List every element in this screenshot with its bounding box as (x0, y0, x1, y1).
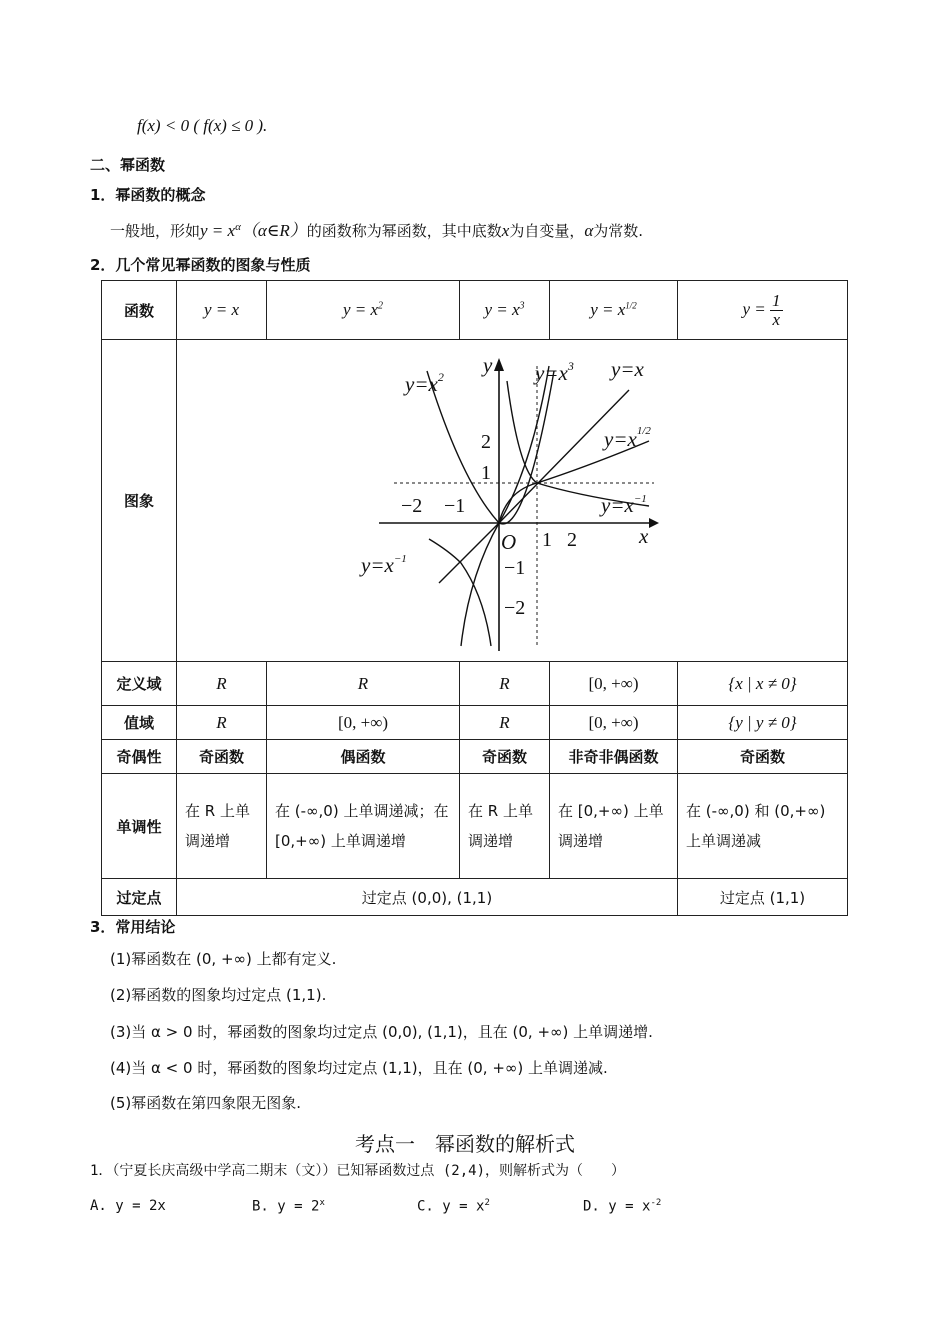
func-y-x: y = x (177, 281, 267, 340)
conclusion-5: (5)幂函数在第四象限无图象. (110, 1094, 302, 1112)
origin-label: O (501, 530, 517, 554)
kaodian-title: 考点一 幂函数的解析式 (355, 1132, 575, 1156)
power-function-table (101, 280, 848, 916)
tick-y-neg1: −1 (504, 557, 526, 579)
mono-2: 在 (-∞,0) 上单调递减；在 [0,+∞) 上单调递增 (267, 774, 460, 879)
top-inequality: f(x) < 0 ( f(x) ≤ 0 ). (137, 116, 268, 135)
question-1: 1．（宁夏长庆高级中学高二期末（文））已知幂函数过点 (2,4)，则解析式为（ ） (90, 1163, 625, 1179)
tick-y-neg2: −2 (504, 597, 526, 619)
subheading-concept: 1．幂函数的概念 (90, 186, 206, 204)
mono-4: 在 [0,+∞) 上单调递增 (550, 774, 678, 879)
graph-cell (177, 340, 848, 662)
label-y-sqrt: $y=x^{1/2}$ (604, 425, 651, 451)
tick-x-2: 2 (567, 529, 577, 551)
label-fixed-point: 过定点 (102, 879, 177, 916)
row-monotonicity (102, 774, 848, 879)
label-y-x2: $y=x^2$ (405, 370, 444, 396)
range-4: [0, +∞) (550, 706, 678, 740)
row-graph (102, 340, 848, 662)
label-range: 值域 (102, 706, 177, 740)
conclusion-3: (3)当 α > 0 时，幂函数的图象均过定点 (0,0), (1,1)，且在 (0, +∞) 上单调递增. (110, 1023, 653, 1041)
axis-label-y: y (483, 353, 493, 377)
func-y-sqrt: $y = x^{1/2}$ (550, 281, 678, 340)
mono-3: 在 R 上单调递增 (460, 774, 550, 879)
mono-1: 在 R 上单调递增 (177, 774, 267, 879)
parity-5: 奇函数 (678, 740, 848, 774)
option-b: B. $y = 2^x$ (252, 1198, 325, 1215)
row-function (102, 281, 848, 340)
concept-paragraph: 一般地，形如$y = x^\alpha(\alpha\in R)$的函数称为幂函数，其中底数x为自变量，α为常数. (110, 221, 644, 240)
fixed-point-positive: 过定点 (0,0), (1,1) (177, 879, 678, 916)
domain-3: R (460, 662, 550, 706)
label-graph: 图象 (102, 340, 177, 662)
conclusion-2: (2)幂函数的图象均过定点 (1,1). (110, 986, 327, 1004)
parity-1: 奇函数 (177, 740, 267, 774)
subheading-table: 2．几个常见幂函数的图象与性质 (90, 256, 311, 274)
subheading-conclusions: 3．常用结论 (90, 918, 176, 936)
option-c: C. $y = x^2$ (417, 1198, 490, 1215)
option-d: D. $y = x^{-2}$ (583, 1198, 662, 1215)
func-y-reciprocal: y = $\frac{1}{x}$ (678, 281, 848, 340)
label-parity: 奇偶性 (102, 740, 177, 774)
domain-2: R (267, 662, 460, 706)
section-heading: 二、幂函数 (90, 156, 166, 174)
label-function: 函数 (102, 281, 177, 340)
tick-x-1: 1 (542, 529, 552, 551)
domain-1: R (177, 662, 267, 706)
mono-5: 在 (-∞,0) 和 (0,+∞) 上单调递减 (678, 774, 848, 879)
parity-4: 非奇非偶函数 (550, 740, 678, 774)
domain-4: [0, +∞) (550, 662, 678, 706)
label-y-reciprocal: $y=x^{-1}$ (601, 493, 647, 517)
power-function-graph (349, 346, 669, 656)
tick-x-neg1: −1 (444, 495, 466, 517)
label-y-x3: $y=x^3$ (535, 359, 574, 385)
parity-2: 偶函数 (267, 740, 460, 774)
conclusion-1: (1)幂函数在 (0, +∞) 上都有定义. (110, 950, 337, 968)
row-range (102, 706, 848, 740)
func-y-x3: $y = x^3$ (460, 281, 550, 340)
fixed-point-reciprocal: 过定点 (1,1) (678, 879, 848, 916)
range-2: [0, +∞) (267, 706, 460, 740)
label-domain: 定义域 (102, 662, 177, 706)
tick-y-1: 1 (481, 462, 491, 484)
conclusion-4: (4)当 α < 0 时，幂函数的图象均过定点 (1,1)，且在 (0, +∞) 上单调递减. (110, 1059, 608, 1077)
domain-5: {x | x ≠ 0} (678, 662, 848, 706)
range-3: R (460, 706, 550, 740)
func-y-x2: $y = x^2$ (267, 281, 460, 340)
parity-3: 奇函数 (460, 740, 550, 774)
option-a: A. y = 2x (90, 1198, 166, 1214)
row-domain (102, 662, 848, 706)
label-y-x: y=x (611, 357, 644, 381)
row-parity (102, 740, 848, 774)
label-y-reciprocal-left: $y=x^{-1}$ (361, 553, 407, 577)
row-fixed-point (102, 879, 848, 916)
curve-y-reciprocal-neg (429, 539, 491, 646)
range-1: R (177, 706, 267, 740)
label-monotonicity: 单调性 (102, 774, 177, 879)
axis-label-x: x (639, 524, 649, 548)
range-5: {y | y ≠ 0} (678, 706, 848, 740)
tick-x-neg2: −2 (401, 495, 423, 517)
tick-y-2: 2 (481, 431, 491, 453)
